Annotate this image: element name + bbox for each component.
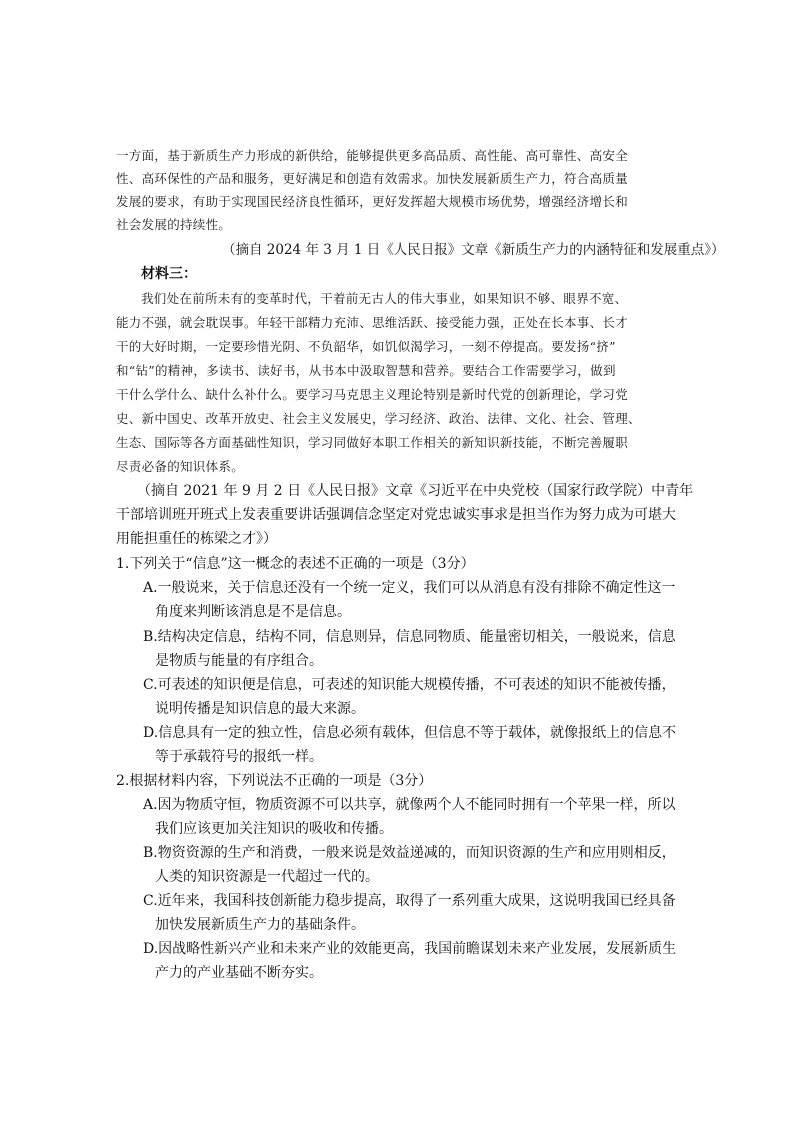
paragraph-line: 和“钻”的精神，多读书、读好书，从书本中汲取智慧和营养。要结合工作需要学习，做到 bbox=[116, 363, 616, 378]
source-citation: （摘自 2021 年 9 月 2 日《人民日报》文章《习近平在中央党校（国家行政学院）中青年 bbox=[137, 483, 694, 499]
option-a-line: 我们应该更加关注知识的吸收和传播。 bbox=[155, 821, 393, 837]
paragraph-line: 能力不强，就会耽误事。年轻干部精力充沛、思维活跃、接受能力强，正处在长本事、长才 bbox=[116, 315, 629, 330]
paragraph-line: 史、新中国史、改革开放史、社会主义发展史，学习经济、政治、法律、文化、社会、管理、 bbox=[116, 411, 641, 426]
paragraph-line: 我们处在前所未有的变革时代，干着前无古人的伟大事业，如果知识不够、眼界不宽、 bbox=[141, 291, 628, 306]
option-c-line: C.可表述的知识便是信息，可表述的知识能大规模传播，不可表述的知识不能被传播， bbox=[143, 677, 676, 693]
question-stem: 1.下列关于“信息”这一概念的表述不正确的一项是（3分） bbox=[116, 556, 475, 572]
option-d-line: 产力的产业基础不断夯实。 bbox=[155, 965, 323, 981]
paragraph-line: 社会发展的持续性。 bbox=[116, 217, 232, 232]
option-c-line: 加快发展新质生产力的基础条件。 bbox=[155, 917, 365, 933]
paragraph-line: 尽责必备的知识体系。 bbox=[116, 459, 245, 474]
source-citation: 用能担重任的栋梁之才》） bbox=[116, 531, 277, 547]
option-d-line: D.信息具有一定的独立性，信息必须有载体，但信息不等于载体，就像报纸上的信息不 bbox=[143, 725, 677, 741]
paragraph-line: 一方面，基于新质生产力形成的新供给，能够提供更多高品质、高性能、高可靠性、高安全 bbox=[116, 148, 629, 163]
option-b-line: 是物质与能量的有序组合。 bbox=[155, 653, 323, 669]
paragraph-line: 生态、国际等各方面基础性知识，学习同做好本职工作相关的新知识新技能，不断完善履职 bbox=[116, 435, 629, 450]
option-b-line: B.结构决定信息，结构不同，信息则异，信息同物质、能量密切相关，一般说来，信息 bbox=[143, 629, 676, 645]
question-stem: 2.根据材料内容，下列说法不正确的一项是（3分） bbox=[116, 773, 433, 789]
option-a-line: A.因为物质守恒，物质资源不可以共享，就像两个人不能同时拥有一个苹果一样，所以 bbox=[143, 797, 676, 813]
option-c-line: 说明传播是知识信息的最大来源。 bbox=[155, 701, 365, 717]
option-d-line: D.因战略性新兴产业和未来产业的效能更高，我国前瞻谋划未来产业发展，发展新质生 bbox=[143, 941, 677, 957]
material-heading: 材料三： bbox=[141, 266, 197, 282]
source-citation: （摘自 2024 年 3 月 1 日《人民日报》文章《新质生产力的内涵特征和发展重点》） bbox=[222, 242, 725, 258]
option-d-line: 等于承载符号的报纸一样。 bbox=[155, 749, 323, 765]
paragraph-line: 性、高环保性的产品和服务，更好满足和创造有效需求。加快发展新质生产力，符合高质量 bbox=[116, 171, 629, 186]
option-b-line: 人类的知识资源是一代超过一代的。 bbox=[155, 869, 379, 885]
source-citation: 干部培训班开班式上发表重要讲话强调信念坚定对党忠诚实事求是担当作为努力成为可堪大 bbox=[116, 507, 676, 523]
paragraph-line: 发展的要求，有助于实现国民经济良性循环，更好发挥超大规模市场优势，增强经济增长和 bbox=[116, 194, 629, 209]
option-a-line: A.一般说来，关于信息还没有一个统一定义，我们可以从消息有没有排除不确定性这一 bbox=[143, 580, 676, 596]
option-a-line: 角度来判断该消息是不是信息。 bbox=[155, 604, 351, 620]
option-c-line: C.近年来，我国科技创新能力稳步提高，取得了一系列重大成果，这说明我国已经具备 bbox=[143, 893, 676, 909]
paragraph-line: 干的大好时期，一定要珍惜光阴、不负韶华，如饥似渴学习，一刻不停提高。要发扬“挤” bbox=[116, 339, 616, 354]
option-b-line: B.物资资源的生产和消费，一般来说是效益递减的，而知识资源的生产和应用则相反， bbox=[143, 845, 676, 861]
paragraph-line: 干什么学什么、缺什么补什么。要学习马克思主义理论特别是新时代党的创新理论，学习党 bbox=[116, 387, 629, 402]
